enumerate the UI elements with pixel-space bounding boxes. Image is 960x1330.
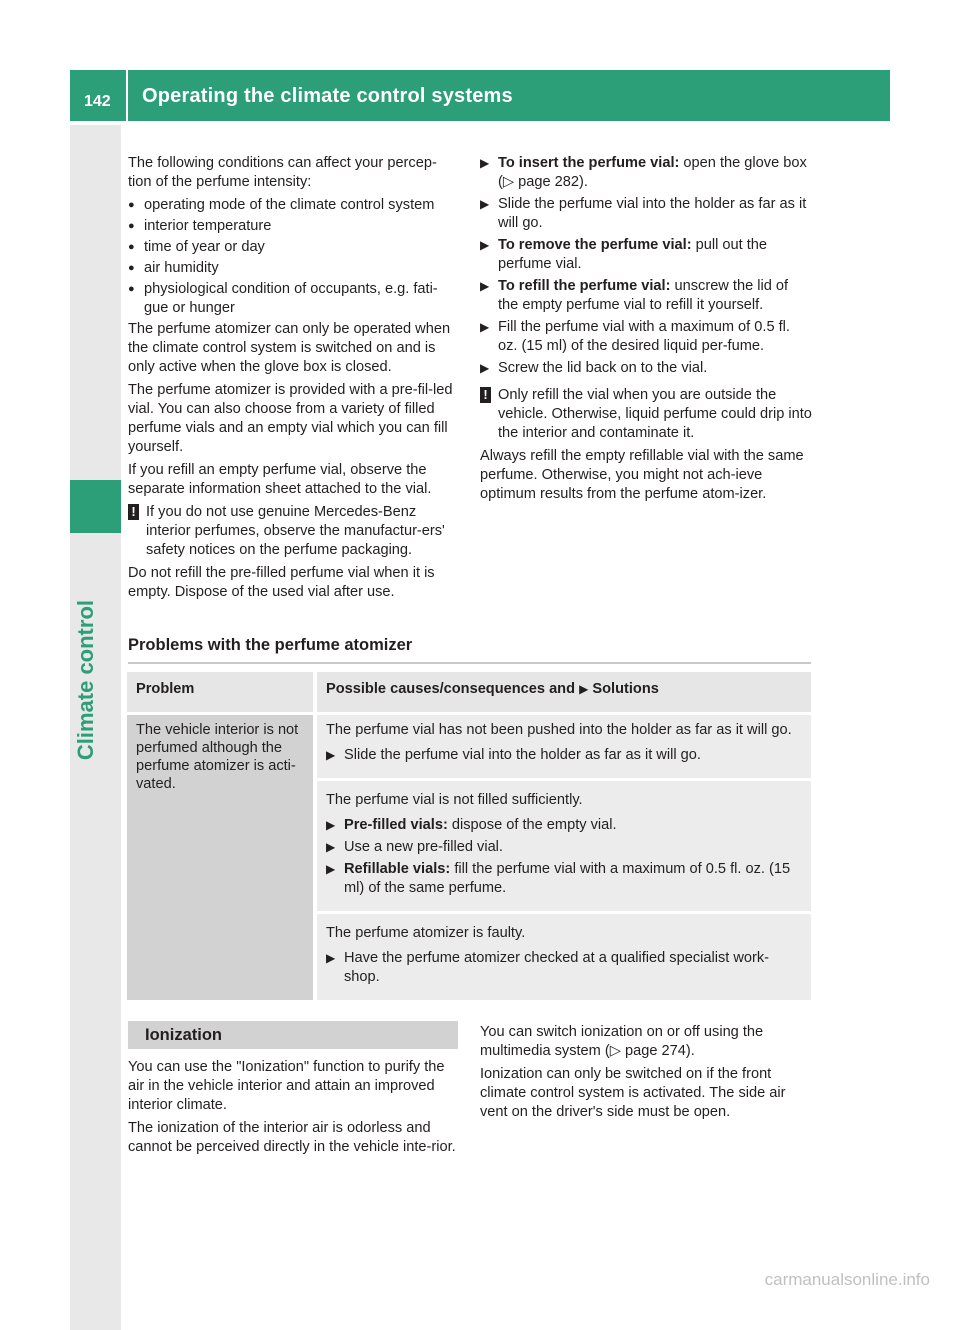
action-step: ▶ To insert the perfume vial: open the glove box (▷ page 282).: [480, 155, 807, 190]
action-step: ▶ Fill the perfume vial with a maximum of 0.5 fl. oz. (15 ml) of the desired liquid per-fume.: [480, 319, 790, 354]
arrow-icon: ▶: [326, 818, 336, 832]
arrow-icon: ▶: [480, 320, 490, 334]
ionization-heading: Ionization: [128, 1021, 458, 1049]
column-header-problem: Problem: [127, 672, 317, 715]
arrow-icon: ▶: [326, 951, 336, 965]
paragraph: Always refill the empty refillable vial with the same perfume. Otherwise, you might not ach-ieve optimum results from the perfume atom-izer.: [480, 448, 804, 502]
warning-note: ! If you do not use genuine Mercedes-Benz interior perfumes, observe the manufactur-ers' safety notices on the perfume packaging.: [128, 503, 460, 560]
bullet-icon: ●: [128, 283, 135, 295]
heading-rule: [128, 662, 811, 664]
arrow-icon: ▶: [326, 862, 336, 876]
solution-cell: The perfume vial has not been pushed into the holder as far as it will go. ▶ Slide the perfume vial into the holder as far as it will go.: [317, 715, 811, 781]
arrow-icon: ▶: [326, 748, 336, 762]
problems-table: [127, 672, 811, 1000]
bullet-icon: ●: [128, 241, 135, 253]
paragraph: If you refill an empty perfume vial, observe the separate information sheet attached to the vial.: [128, 462, 432, 497]
bullet-icon: ●: [128, 220, 135, 232]
page-header: [70, 70, 890, 121]
action-step: ▶ Slide the perfume vial into the holder as far as it will go.: [480, 196, 807, 231]
paragraph: Do not refill the pre-filled perfume vial when it is empty. Dispose of the used vial after use.: [128, 565, 435, 600]
bullet-icon: ●: [128, 199, 135, 211]
paragraph: Ionization can only be switched on if the front climate control system is activated. The side air vent on the driver's side must be open.: [480, 1066, 786, 1120]
side-tab-marker: [70, 480, 121, 533]
arrow-icon: ▶: [480, 156, 490, 170]
page-title: Operating the climate control systems: [142, 85, 513, 107]
list-item: ● air humidity: [128, 260, 219, 276]
solution-cell: The perfume vial is not filled sufficiently. ▶ Pre-filled vials: dispose of the empty vial. ▶ Use a new pre-filled vial. ▶ Refillable vials: fill the perfume vial with a maximum of 0.5 fl. oz. (15 ml) of the same perfume.: [317, 781, 811, 914]
intro-text: The following conditions can affect your percep-tion of the perfume intensity:: [128, 155, 437, 190]
column-header-solutions: Possible causes/consequences and ▶ Solutions: [317, 672, 811, 715]
warning-note: ! Only refill the vial when you are outside the vehicle. Otherwise, liquid perfume could drip into the interior and contaminate it.: [480, 386, 812, 443]
side-tab-label: Climate control: [73, 600, 98, 761]
arrow-icon: ▶: [480, 197, 490, 211]
ionization-right: [480, 1023, 812, 1126]
right-column: [480, 154, 812, 508]
list-item: ● physiological condition of occupants, e.g. fati-gue or hunger: [128, 281, 438, 316]
list-item: ● interior temperature: [128, 218, 272, 234]
arrow-icon: ▶: [480, 279, 490, 293]
arrow-icon: ▶: [480, 238, 490, 252]
arrow-icon: ▶: [579, 682, 589, 696]
solution-cell: The perfume atomizer is faulty. ▶ Have the perfume atomizer checked at a qualified specialist work-shop.: [317, 914, 811, 1000]
arrow-icon: ▶: [326, 840, 336, 854]
paragraph: The perfume atomizer can only be operated when the climate control system is switched on and is only active when the glove box is closed.: [128, 321, 451, 375]
action-step: ▶ To remove the perfume vial: pull out the perfume vial.: [480, 237, 768, 272]
paragraph: You can switch ionization on or off using the multimedia system (▷ page 274).: [480, 1024, 764, 1059]
side-tab: [70, 125, 121, 1330]
header-divider: [126, 70, 128, 121]
action-step: ▶ Screw the lid back on to the vial.: [480, 360, 708, 376]
left-column: [128, 154, 460, 606]
paragraph: The perfume atomizer is provided with a pre-fil-led vial. You can also choose from a variety of filled perfume vials and an empty vial which you can fill yourself.: [128, 382, 453, 455]
problem-cell: The vehicle interior is not perfumed although the perfume atomizer is acti-vated.: [127, 715, 317, 1000]
action-step: ▶ To refill the perfume vial: unscrew the lid of the empty perfume vial to refill it yourself.: [480, 278, 789, 313]
list-item: ● time of year or day: [128, 239, 265, 255]
watermark: carmanualsonline.info: [764, 1270, 930, 1289]
arrow-icon: ▶: [480, 361, 490, 375]
list-item: ● operating mode of the climate control system: [128, 197, 435, 213]
page-number: 142: [84, 93, 111, 110]
warning-icon: !: [128, 504, 139, 520]
ionization-left: [128, 1058, 460, 1161]
section-heading: Problems with the perfume atomizer: [128, 636, 413, 654]
paragraph: You can use the "Ionization" function to purify the air in the vehicle interior and attain an improved interior climate.: [128, 1059, 445, 1113]
bullet-icon: ●: [128, 262, 135, 274]
warning-icon: !: [480, 387, 491, 403]
paragraph: The ionization of the interior air is odorless and cannot be perceived directly in the vehicle inte-rior.: [128, 1120, 456, 1155]
